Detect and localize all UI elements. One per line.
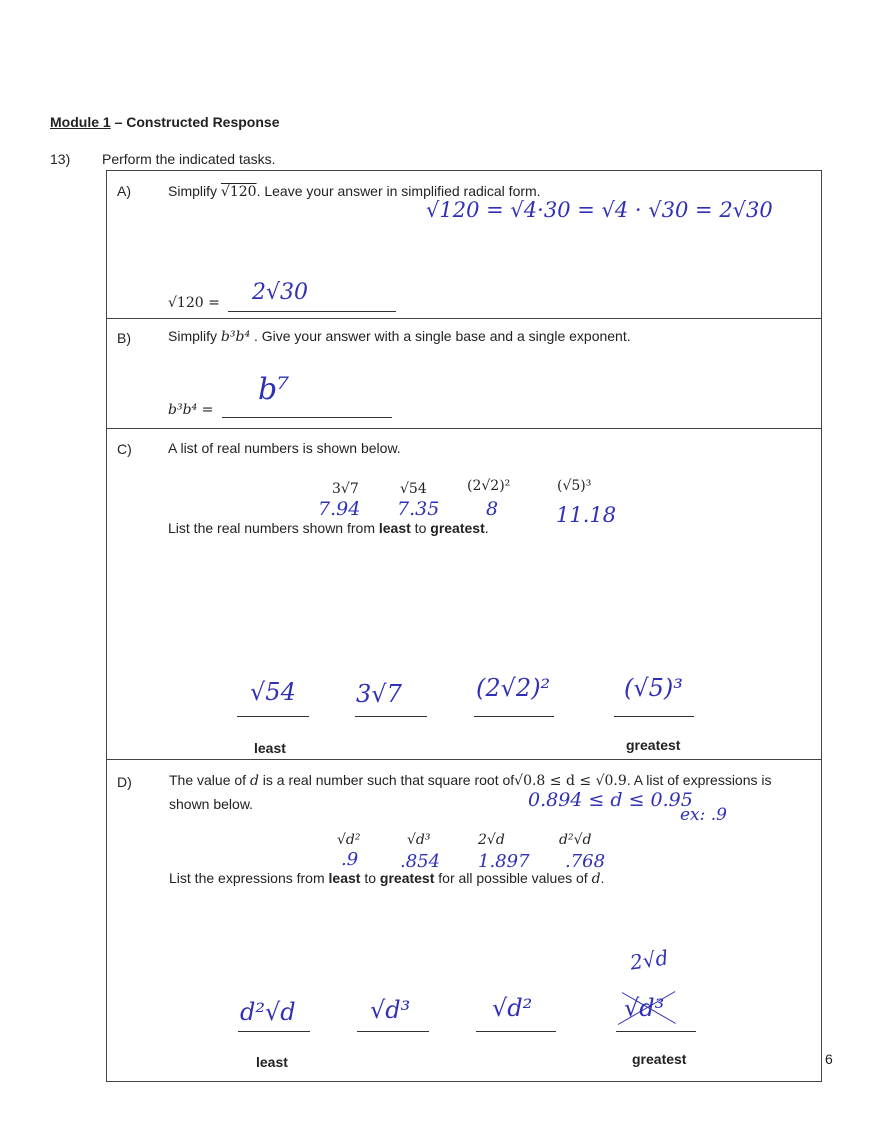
- part-a-answer[interactable]: 2√30: [252, 280, 309, 305]
- part-c-number-2: √54: [400, 481, 427, 497]
- problem-instruction: Perform the indicated tasks.: [102, 151, 276, 167]
- part-d-answer-1[interactable]: d²√d: [240, 998, 296, 1026]
- part-c-prompt: A list of real numbers is shown below.: [168, 440, 401, 456]
- part-c-answer-4[interactable]: (√5)³: [624, 674, 683, 702]
- part-d-greatest-word: greatest: [379, 870, 435, 886]
- part-c-answer-3[interactable]: (2√2)²: [476, 674, 551, 702]
- part-d-line-1: [238, 1031, 310, 1032]
- part-c-least-word: least: [378, 520, 411, 536]
- module-label: Module 1: [50, 114, 111, 130]
- part-a-answer-label: √120 =: [168, 295, 220, 311]
- part-c-number-1: 3√7: [332, 481, 359, 497]
- part-c-estimate-3: 8: [486, 498, 499, 520]
- part-d-var: d: [249, 773, 259, 789]
- part-d-to-word: to: [360, 870, 380, 886]
- part-d-list-prefix: List the expressions from: [169, 870, 329, 886]
- part-d-list-suffix: for all possible values of: [434, 870, 592, 886]
- part-b-prompt-suffix: . Give your answer with a single base and a single exponent.: [250, 328, 631, 344]
- part-d-prefix: The value of: [169, 772, 250, 788]
- part-d-suffix: . A list of expressions is: [626, 772, 772, 788]
- row-divider-ab: [106, 318, 821, 319]
- part-a-radical: √120: [220, 184, 257, 200]
- part-c-line-2: [355, 716, 427, 717]
- part-d-expression-1: √d²: [337, 832, 361, 848]
- part-d-greatest-label: greatest: [632, 1051, 687, 1067]
- part-b-expression: b³b⁴: [220, 329, 251, 345]
- part-d-expression-3: 2√d: [478, 832, 505, 848]
- part-c-least-label: least: [254, 740, 286, 756]
- part-d-answer-2[interactable]: √d³: [370, 996, 411, 1024]
- part-d-letter: D): [117, 774, 132, 790]
- part-c-to-word: to: [410, 520, 431, 536]
- part-d-example-note: ex: .9: [680, 805, 727, 825]
- part-c-line-1: [237, 716, 309, 717]
- part-c-greatest-label: greatest: [626, 737, 681, 753]
- section-label: – Constructed Response: [114, 114, 280, 130]
- part-c-letter: C): [117, 441, 132, 457]
- part-d-correction: 2√d: [628, 945, 670, 975]
- part-c-estimate-2: 7.35: [397, 498, 440, 520]
- part-b-prompt: [168, 328, 631, 345]
- part-a-prompt-prefix: Simplify: [168, 183, 221, 199]
- part-c-estimate-4: 11.18: [556, 503, 617, 527]
- part-d-answer-4[interactable]: √d³: [624, 994, 665, 1022]
- part-d-prompt-line-1: [169, 772, 772, 789]
- part-c-answer-1[interactable]: √54: [250, 678, 296, 706]
- part-c-answer-2[interactable]: 3√7: [356, 680, 402, 708]
- part-d-estimate-4: .768: [565, 851, 606, 872]
- part-d-answer-3[interactable]: √d²: [492, 994, 533, 1022]
- page-number: 6: [825, 1051, 833, 1067]
- part-d-estimate-3: 1.897: [478, 851, 530, 872]
- part-c-list-prompt: [168, 520, 489, 536]
- problem-number: 13): [50, 151, 71, 167]
- part-c-greatest-word: greatest: [430, 520, 485, 536]
- part-d-inequality: √0.8 ≤ d ≤ √0.9: [514, 773, 627, 789]
- part-d-list-var: d: [591, 871, 601, 887]
- part-a-prompt-suffix: . Leave your answer in simplified radical form.: [256, 183, 541, 199]
- part-c-number-4: (√5)³: [557, 478, 592, 494]
- part-d-line-4: [616, 1031, 696, 1032]
- part-d-list-period: .: [600, 870, 605, 886]
- part-d-least-word: least: [328, 870, 361, 886]
- part-d-line-2: [357, 1031, 429, 1032]
- part-b-prompt-prefix: Simplify: [168, 328, 221, 344]
- part-d-mid: is a real number such that square root of: [258, 772, 515, 788]
- part-d-range-note: 0.894 ≤ d ≤ 0.95: [528, 789, 693, 811]
- part-a-handwritten-work: √120 = √4·30 = √4 · √30 = 2√30: [426, 198, 773, 222]
- part-a-answer-line: [228, 311, 396, 312]
- part-d-list-prompt: [169, 870, 604, 887]
- part-d-expression-4: d²√d: [559, 832, 592, 848]
- part-d-estimate-1: .9: [341, 849, 359, 870]
- part-d-least-label: least: [256, 1054, 288, 1070]
- part-c-number-3: (2√2)²: [467, 478, 511, 494]
- part-c-line-3: [474, 716, 554, 717]
- part-d-expression-2: √d³: [407, 832, 431, 848]
- part-d-estimate-2: .854: [400, 851, 441, 872]
- part-b-answer-label: b³b⁴ =: [168, 402, 214, 418]
- part-c-line-4: [614, 716, 694, 717]
- part-d-prompt-line-2: shown below.: [169, 796, 254, 812]
- part-c-period: .: [484, 520, 489, 536]
- part-b-letter: B): [117, 330, 131, 346]
- row-divider-bc: [106, 428, 821, 429]
- part-d-line-3: [476, 1031, 556, 1032]
- row-divider-cd: [106, 759, 821, 760]
- module-heading: [50, 114, 280, 130]
- part-a-letter: A): [117, 183, 131, 199]
- part-b-answer-line: [222, 417, 392, 418]
- part-c-list-prefix: List the real numbers shown from: [168, 520, 379, 536]
- part-c-estimate-1: 7.94: [318, 498, 361, 520]
- part-b-answer[interactable]: b⁷: [258, 372, 290, 407]
